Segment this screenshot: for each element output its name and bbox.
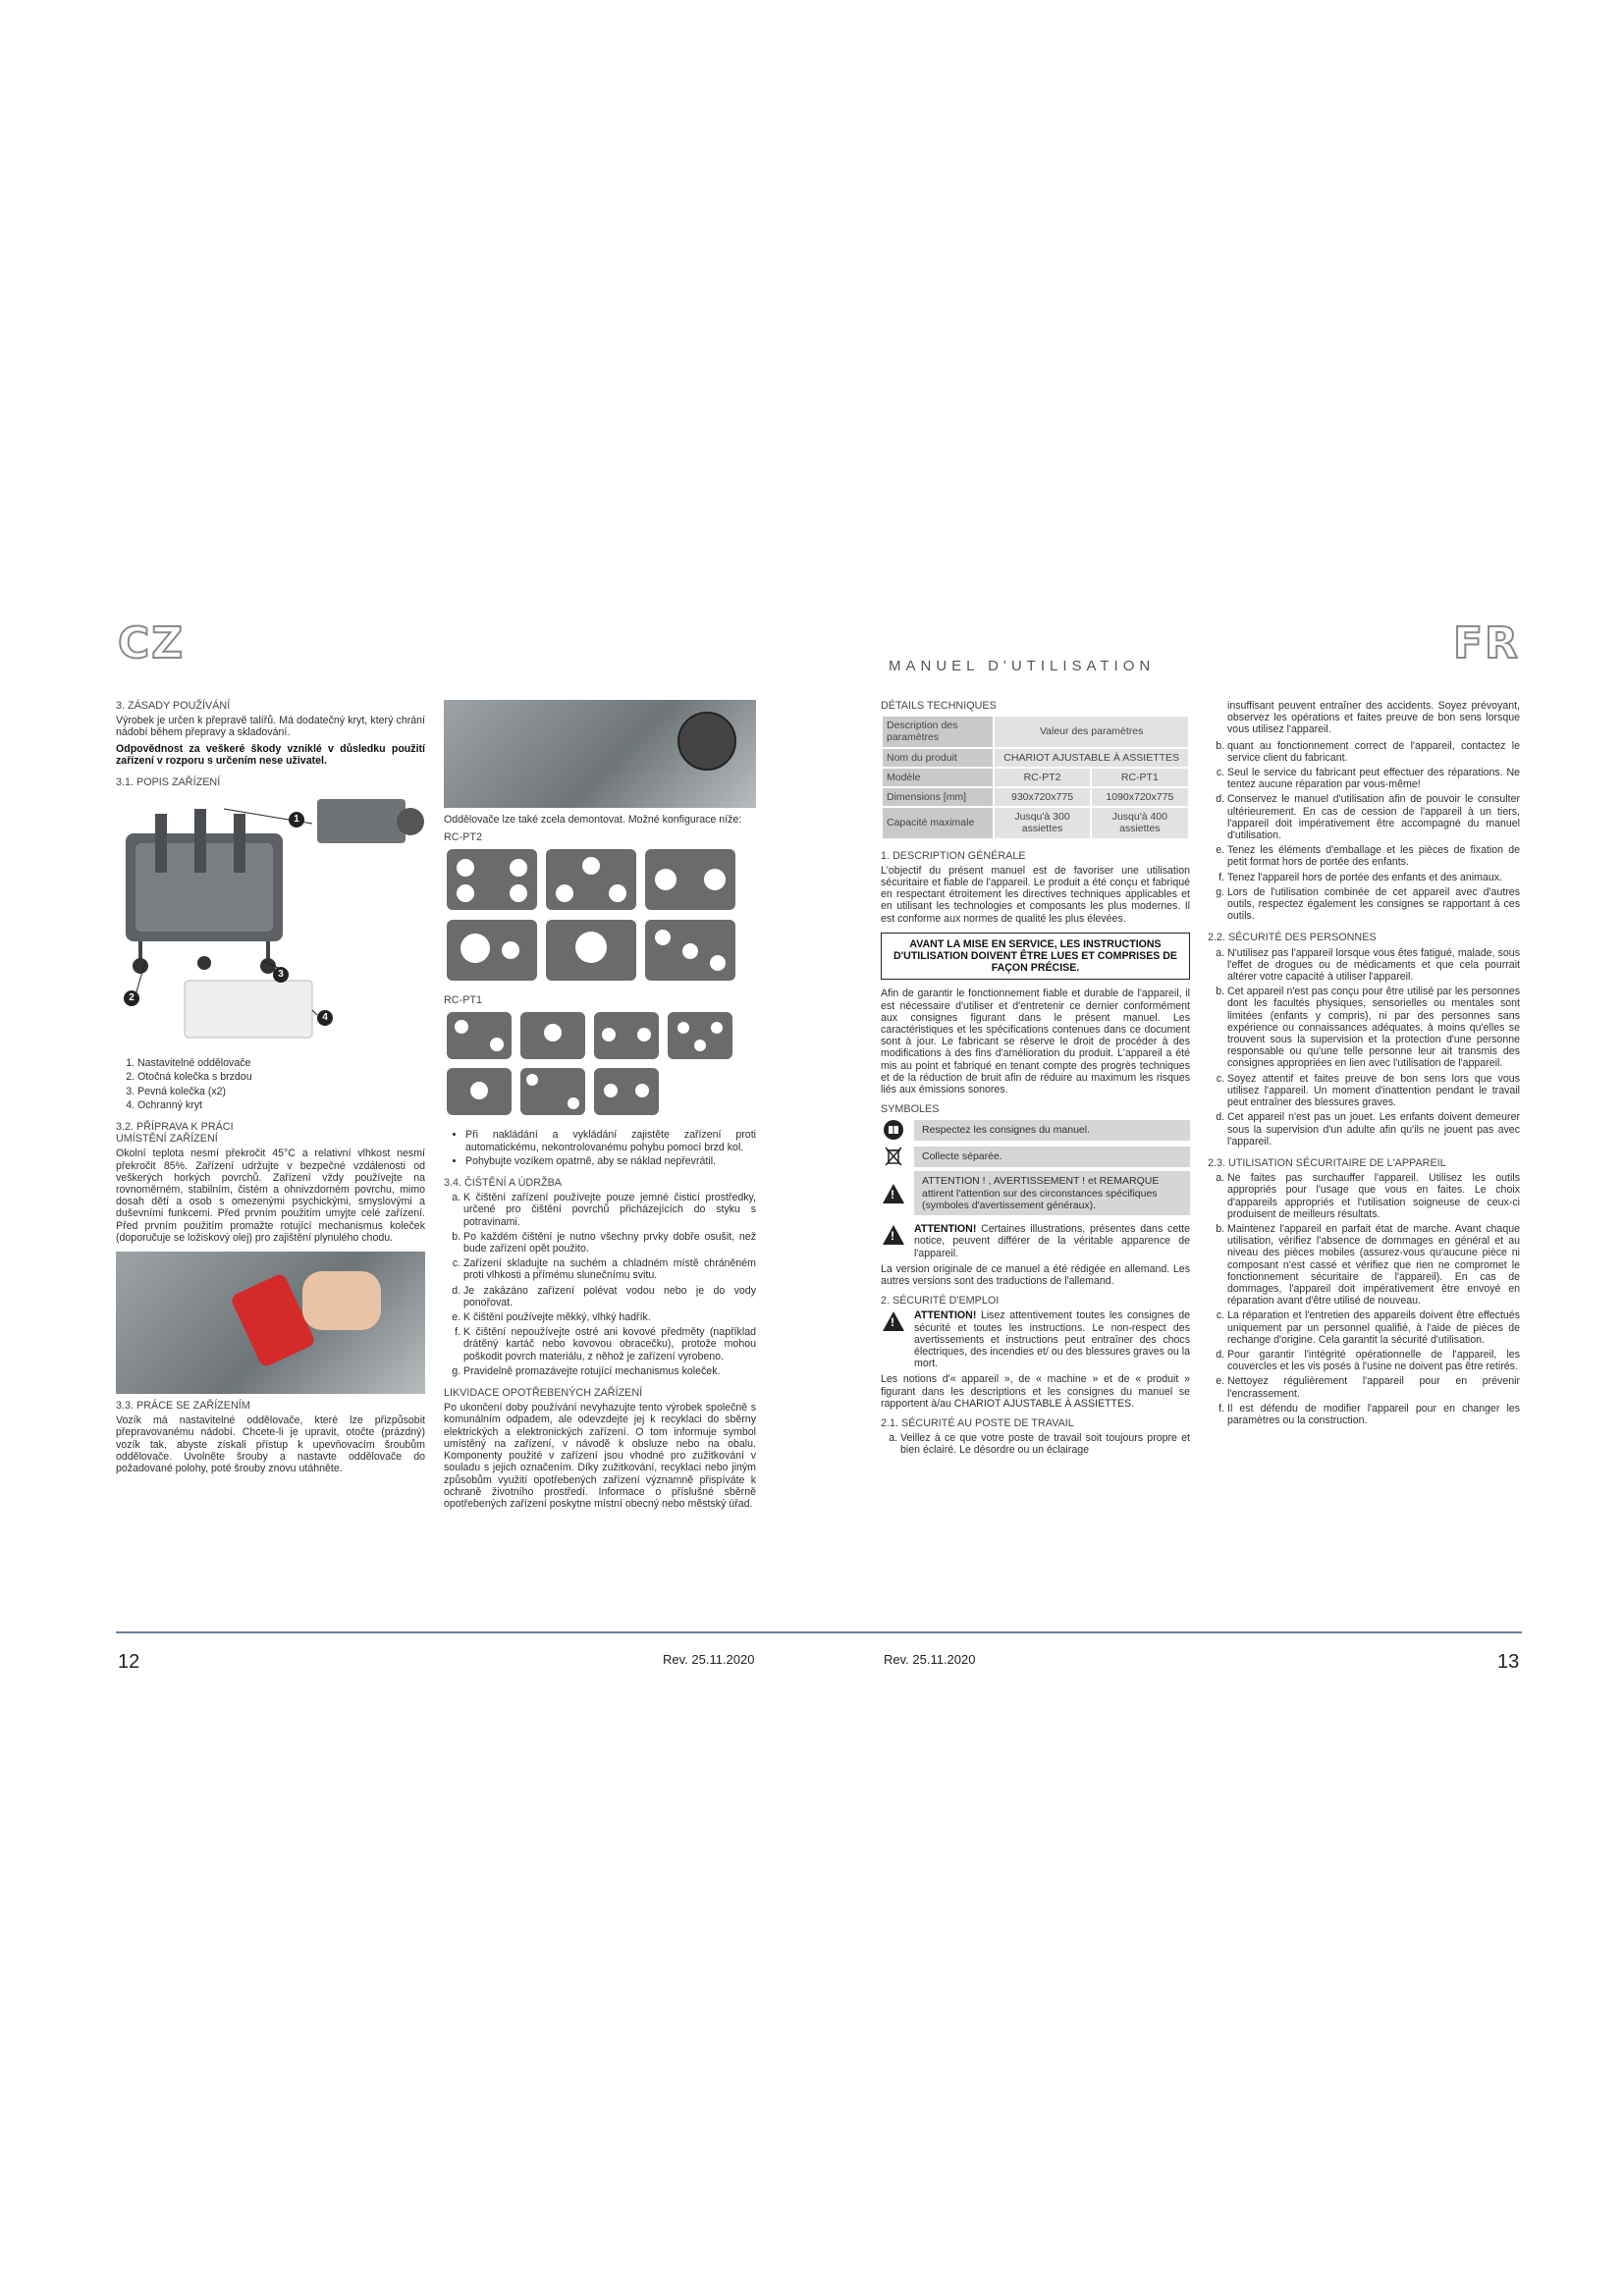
tech-value: CHARIOT AJUSTABLE À ASSIETTES xyxy=(995,749,1188,767)
symbol-row xyxy=(881,1171,1190,1215)
symbol-row xyxy=(881,1145,1190,1168)
safe-use-item: c. La réparation et l'entretien des appareils doivent être effectués uniquement par un personnel qualifié, à l'aide de pièces de rechange d'origine. Cela garantit la sécurité d'utilisation. xyxy=(1227,1309,1520,1346)
hand-shape xyxy=(302,1271,381,1330)
fr-column-3 xyxy=(881,700,1190,1460)
bullet-item: • Pohybujte vozíkem opatrně, aby se náklad nepřevrátil. xyxy=(465,1155,756,1167)
revision-right: Rev. 25.11.2020 xyxy=(884,1652,976,1667)
cleaning-item: b. Po každém čištění je nutno všechny prvky dobře osušit, než bude zařízení opět použito. xyxy=(463,1231,756,1255)
manual-book-icon xyxy=(881,1118,906,1142)
part-item: 2. Otočná kolečka s brzdou xyxy=(137,1071,425,1083)
cart-illustration xyxy=(116,794,425,1049)
personal-safety-item: a. N'utilisez pas l'appareil lorsque vous êtes fatigué, malade, sous l'effet de drogues ou de médicaments et que cela pourrait altérer votre capacité à utiliser l'appareil. xyxy=(1227,947,1520,984)
table-row xyxy=(883,717,1188,746)
config-pattern xyxy=(594,1068,659,1115)
cart-image xyxy=(116,794,425,1049)
parts-list xyxy=(116,1057,425,1111)
cleaning-item: f. K čištění nepoužívejte ostré ani kovové předměty (například drátěný kartáč nebo kovovou obracečku), protože mohou poškodit povrch materiálu, z něhož je zařízení vyrobeno. xyxy=(463,1326,756,1362)
tech-table xyxy=(881,715,1190,839)
tech-label: Capacité maximale xyxy=(883,808,993,837)
personal-safety-item: b. Cet appareil n'est pas conçu pour être utilisé par les personnes dont les facultés physiques, sensorielles ou mentales sont limitées (enfants y compris), ni par des personnes sans expérience ou connaissances adéquates, à moins qu'elles se trouvent sous la supervision et la protection d'une personne responsable ou qu'une telle personne leur ait transmis des consignes appropriées en lien avec l'utilisation de l'appareil. xyxy=(1227,986,1520,1069)
lubrication-photo xyxy=(116,1252,425,1394)
callout-4: 4 xyxy=(317,1010,333,1026)
manual-title: MANUEL D'UTILISATION xyxy=(889,658,1156,674)
workplace-item: g. Lors de l'utilisation combinée de cet appareil avec d'autres outils, respectez également les consignes se rapportant à ces outils. xyxy=(1227,886,1520,923)
config-pattern xyxy=(447,1012,512,1059)
notice-box: AVANT LA MISE EN SERVICE, LES INSTRUCTIONS D'UTILISATION DOIVENT ÊTRE LUES ET COMPRISES DE FAÇON PRÉCISE. xyxy=(881,933,1190,981)
tech-value: 930x720x775 xyxy=(995,788,1089,806)
attention-label: ATTENTION! xyxy=(914,1309,977,1322)
rc-pt1-patterns xyxy=(444,1009,756,1121)
tech-label: Modèle xyxy=(883,769,993,786)
table-row xyxy=(883,769,1188,786)
page-number-right: 13 xyxy=(1497,1651,1520,1673)
config-pattern xyxy=(668,1012,732,1059)
table-row xyxy=(883,788,1188,806)
config-pattern xyxy=(520,1012,585,1059)
section-3-title: 3. ZÁSADY POUŽÍVÁNÍ xyxy=(116,700,231,712)
workplace-item: c. Seul le service du fabricant peut effectuer des réparations. Ne tentez aucune réparation par vous-même! xyxy=(1227,767,1520,790)
safe-use-item: d. Pour garantir l'intégrité opérationnelle de l'appareil, les couvercles et les vis posés à l'usine ne doivent pas être retirés. xyxy=(1227,1349,1520,1372)
workplace-item: d. Conservez le manuel d'utilisation afin de pouvoir le consulter ultérieurement. En cas de cession de l'appareil à un tiers, l'appareil doit impérativement être accompagné du manuel d'utilisation. xyxy=(1227,793,1520,841)
crossed-bin-icon xyxy=(881,1145,906,1168)
config-pattern xyxy=(645,849,735,910)
part-item: 1. Nastavitelné oddělovače xyxy=(137,1057,425,1069)
personal-safety-list xyxy=(1208,947,1520,1148)
section-2-title: 2. SÉCURITÉ D'EMPLOI xyxy=(881,1295,1000,1308)
cleaning-item: d. Je zakázáno zařízení polévat vodou nebo je do vody ponořovat. xyxy=(463,1285,756,1308)
handling-bullets xyxy=(444,1129,756,1167)
workplace-item: a. Veillez à ce que votre poste de travail soit toujours propre et bien éclairé. Le désordre ou un éclairage xyxy=(900,1432,1190,1456)
config-pattern xyxy=(520,1068,585,1115)
attention-label: ATTENTION! xyxy=(914,1223,977,1236)
attention-text: Lisez attentivement toutes les consignes de sécurité et toutes les instructions. Le non-respect des avertissements et instructions peut entraîner des chocs électriques, des incendies et/ ou des blessures graves ou la mort. xyxy=(914,1309,1190,1370)
symbols-title: SYMBOLES xyxy=(881,1103,940,1116)
table-row xyxy=(883,808,1188,837)
cz-column-1 xyxy=(116,700,425,1478)
table-row xyxy=(883,749,1188,767)
config-pattern xyxy=(546,920,636,981)
config-pattern xyxy=(447,849,537,910)
tech-value: RC-PT1 xyxy=(1092,769,1188,786)
workplace-continued: insuffisant peuvent entraîner des accidents. Soyez prévoyant, observez les opérations et faites preuve de bon sens lorsque vous utilisez l'appareil. xyxy=(1227,700,1520,736)
section-32-title: 3.2. PŘÍPRAVA K PRÁCI xyxy=(116,1121,234,1134)
workplace-item: f. Tenez l'appareil hors de portée des enfants et des animaux. xyxy=(1227,872,1520,883)
config-pattern xyxy=(594,1012,659,1059)
tech-value: RC-PT2 xyxy=(995,769,1089,786)
section-23-title: 2.3. UTILISATION SÉCURITAIRE DE L'APPAREIL xyxy=(1208,1156,1446,1169)
section-33-text: Vozík má nastavitelné oddělovače, které lze přizpůsobit přepravovanému nádobí. Chcete-li je upravit, otočte (prázdný) vozík tak, abyste získali přístup k upevňovacím šroubům oddělovače. Uvolněte šrouby a nastavte oddělovače do požadované polohy, poté šrouby znovu utáhněte. xyxy=(116,1415,425,1475)
workplace-list xyxy=(1208,740,1520,923)
safe-use-item: b. Maintenez l'appareil en parfait état de marche. Avant chaque utilisation, vérifiez l'absence de dommages en général et au niveau des pièces mobiles (assurez-vous qu'aucune pièce ni composant n'est cassé et vérifiez que rien ne compromet le fonctionnement sécuritaire de l'appareil). En cas de dommages, l'appareil doit impérativement être envoyé en réparation avant d'être utilisé de nouveau. xyxy=(1227,1223,1520,1307)
config-pattern xyxy=(447,1068,512,1115)
personal-safety-item: d. Cet appareil n'est pas un jouet. Les enfants doivent demeurer sous la supervision d'un adulte afin qu'ils ne jouent pas avec l'appareil. xyxy=(1227,1111,1520,1148)
rc-pt2-label: RC-PT2 xyxy=(444,831,482,844)
tech-value: 1090x720x775 xyxy=(1092,788,1188,806)
section-21-title: 2.1. SÉCURITÉ AU POSTE DE TRAVAIL xyxy=(881,1416,1074,1429)
workplace-item: b. quant au fonctionnement correct de l'appareil, contactez le service client du fabricant. xyxy=(1227,740,1520,764)
disposal-title: LIKVIDACE OPOTŘEBENÝCH ZAŘÍZENÍ xyxy=(444,1387,643,1400)
cz-column-2 xyxy=(444,700,756,1514)
page-number-left: 12 xyxy=(118,1651,140,1673)
tech-title: DÉTAILS TECHNIQUES xyxy=(881,700,997,712)
section-31-title: 3.1. POPIS ZAŘÍZENÍ xyxy=(116,776,221,789)
tech-value: Jusqu'à 400 assiettes xyxy=(1092,808,1188,837)
lang-code-cz: CZ xyxy=(118,618,186,668)
rc-pt1-label: RC-PT1 xyxy=(444,993,482,1006)
bullet-item: • Při nakládání a vykládání zajistěte zařízení proti automatickému, nekontrolovanému pohybu pomocí brzd kol. xyxy=(465,1129,756,1152)
fr-column-4 xyxy=(1208,700,1520,1429)
cleaning-list xyxy=(444,1192,756,1377)
tech-label: Nom du produit xyxy=(883,749,993,767)
callout-2: 2 xyxy=(124,990,139,1006)
attention-block xyxy=(881,1223,1190,1263)
section-32-subtitle: UMÍSTĚNÍ ZAŘÍZENÍ xyxy=(116,1133,218,1146)
section-22-title: 2.2. SÉCURITÉ DES PERSONNES xyxy=(1208,932,1377,944)
cleaning-item: a. K čištění zařízení používejte pouze jemné čisticí prostředky, určené pro čištění povrchů přicházejících do styku s potravinami. xyxy=(463,1192,756,1228)
safe-use-list xyxy=(1208,1172,1520,1426)
lang-code-fr: FR xyxy=(1453,618,1520,668)
symbol-text: Collecte séparée. xyxy=(914,1147,1190,1166)
workplace-list-start xyxy=(881,1432,1190,1456)
tech-label: Description des paramètres xyxy=(883,717,993,746)
detail-zoom-circle xyxy=(677,712,736,771)
symbol-row xyxy=(881,1118,1190,1142)
safe-use-item: a. Ne faites pas surchauffer l'appareil. Utilisez les outils appropriés pour l'usage que vous en faites. Le choix d'appareils appropriés et l'utilisation soigneuse de ceux-ci produisent de meilleurs résultats. xyxy=(1227,1172,1520,1220)
callout-3: 3 xyxy=(273,967,289,983)
tech-label: Dimensions [mm] xyxy=(883,788,993,806)
section-1-text-2: Afin de garantir le fonctionnement fiable et durable de l'appareil, il est nécessaire d'utiliser et d'entretenir ce dernier conformément aux consignes figurant dans le présent manuel. Les caractéristiques et les spécifications contenues dans ce document sont à jour. Le fabricant se réserve le droit de procéder à des modifications à des fins d'amélioration du produit. L'appareil a été mis au point et fabriqué en tenant compte des progrès techniques et de la réduction de bruit afin de réduire au maximum les risques liés aux émissions sonores. xyxy=(881,988,1190,1096)
symbol-text: Respectez les consignes du manuel. xyxy=(914,1120,1190,1140)
disposal-text: Po ukončení doby používání nevyhazujte tento výrobek společně s komunálním odpadem, ale odevzdejte jej k recyklaci do sběrny elektrických a elektronických zařízení. O tom informuje symbol umístěný na zařízení, v návodě k obsluze nebo na obalu. Komponenty použité v zařízení jsou vhodné pro zužitkování v souladu s jejich označením. Díky zužitkování, recyklaci nebo jiným způsobům využití opotřebených zařízení významně přispíváte k ochraně životního prostředí. Informace o příslušné sběrně opotřebených zařízení poskytne místní obecný nebo městský úřad. xyxy=(444,1402,756,1510)
original-version-text: La version originale de ce manuel a été rédigée en allemand. Les autres versions sont des traductions de l'allemand. xyxy=(881,1262,1190,1287)
config-pattern xyxy=(447,920,537,981)
section-34-title: 3.4. ČIŠTĚNÍ A ÚDRŽBA xyxy=(444,1177,562,1190)
section-32-text: Okolní teplota nesmí překročit 45°C a relativní vlhkost nesmí překročit 85%. Zařízení udržujte v bezpečné vzdálenosti od veškerých horkých povrchů. Zařízení vždy používejte na rovnoměrném, stabilním, čistém a ohnivzdorném povrchu, mimo dosah dětí a osob s omezenými psychickými, smyslovými a duševními funkcemi. Před prvním použitím umyjte celé zařízení. Před prvním použitím promažte rotující mechanismus koleček (doporučuje se ložiskový olej) pro zajištění plynulého chodu. xyxy=(116,1148,425,1244)
warning-icon xyxy=(881,1223,906,1247)
safe-use-item: e. Nettoyez régulièrement l'appareil pour en prévenir l'encrassement. xyxy=(1227,1375,1520,1399)
section-3-text: Výrobek je určen k přepravě talířů. Má dodatečný kryt, který chrání nádobí během přepravy a skladování. xyxy=(116,715,425,739)
safety-attention-block xyxy=(881,1309,1190,1373)
cleaning-item: c. Zařízení skladujte na suchém a chladném místě chráněném proti vlhkosti a přímému slunečnímu svitu. xyxy=(463,1257,756,1281)
workplace-item: e. Tenez les éléments d'emballage et les pièces de fixation de petit format hors de portée des enfants. xyxy=(1227,844,1520,868)
tech-value: Valeur des paramètres xyxy=(995,717,1188,746)
warning-icon xyxy=(881,1309,906,1333)
section-1-text: L'objectif du présent manuel est de favoriser une utilisation sécuritaire et fiable de l'appareil. Le produit a été conçu et fabriqué en respectant étroitement les directives techniques applicables et en utilisant les technologies et composants les plus modernes. Il est conforme aux normes de qualité les plus élevées. xyxy=(881,864,1190,925)
section-1-title: 1. DESCRIPTION GÉNÉRALE xyxy=(881,849,1026,862)
attention-text: Certaines illustrations, présentes dans cette notice, peuvent différer de la véritable apparence de l'appareil. xyxy=(914,1223,1190,1259)
cleaning-item: g. Pravidelně promazávejte rotující mechanismus koleček. xyxy=(463,1365,756,1377)
safe-use-item: f. Il est défendu de modifier l'appareil pour en changer les paramètres ou la construction. xyxy=(1227,1403,1520,1426)
part-item: 4. Ochranný kryt xyxy=(137,1099,425,1111)
symbol-text: ATTENTION ! , AVERTISSEMENT ! et REMARQUE attirent l'attention sur des circonstances spécifiques (symboles d'avertissement généraux). xyxy=(914,1171,1190,1215)
config-intro: Oddělovače lze také zcela demontovat. Možné konfigurace níže: xyxy=(444,814,742,826)
warning-icon xyxy=(881,1182,906,1205)
separator-photo xyxy=(444,700,756,808)
rc-pt2-patterns xyxy=(444,846,756,986)
notions-text: Les notions d'« appareil », de « machine » et de « produit » figurant dans les descriptions et les consignes du manuel se rapportent à/au CHARIOT AJUSTABLE À ASSIETTES. xyxy=(881,1373,1190,1410)
config-pattern xyxy=(645,920,735,981)
section-3-bold-text: Odpovědnost za veškeré škody vzniklé v důsledku použití zařízení v rozporu s určením nese uživatel. xyxy=(116,742,425,767)
config-pattern xyxy=(546,849,636,910)
footer-rule xyxy=(116,1631,1522,1633)
personal-safety-item: c. Soyez attentif et faites preuve de bon sens lors que vous utilisez l'appareil. Un moment d'inattention pendant le travail peut entraîner des blessures graves. xyxy=(1227,1073,1520,1109)
tech-value: Jusqu'à 300 assiettes xyxy=(995,808,1089,837)
part-item: 3. Pevná kolečka (x2) xyxy=(137,1086,425,1097)
revision-left: Rev. 25.11.2020 xyxy=(663,1652,755,1667)
cleaning-item: e. K čištění používejte měkký, vlhký hadřík. xyxy=(463,1311,756,1323)
section-33-title: 3.3. PRÁCE SE ZAŘÍZENÍM xyxy=(116,1400,250,1413)
callout-1: 1 xyxy=(289,812,304,828)
